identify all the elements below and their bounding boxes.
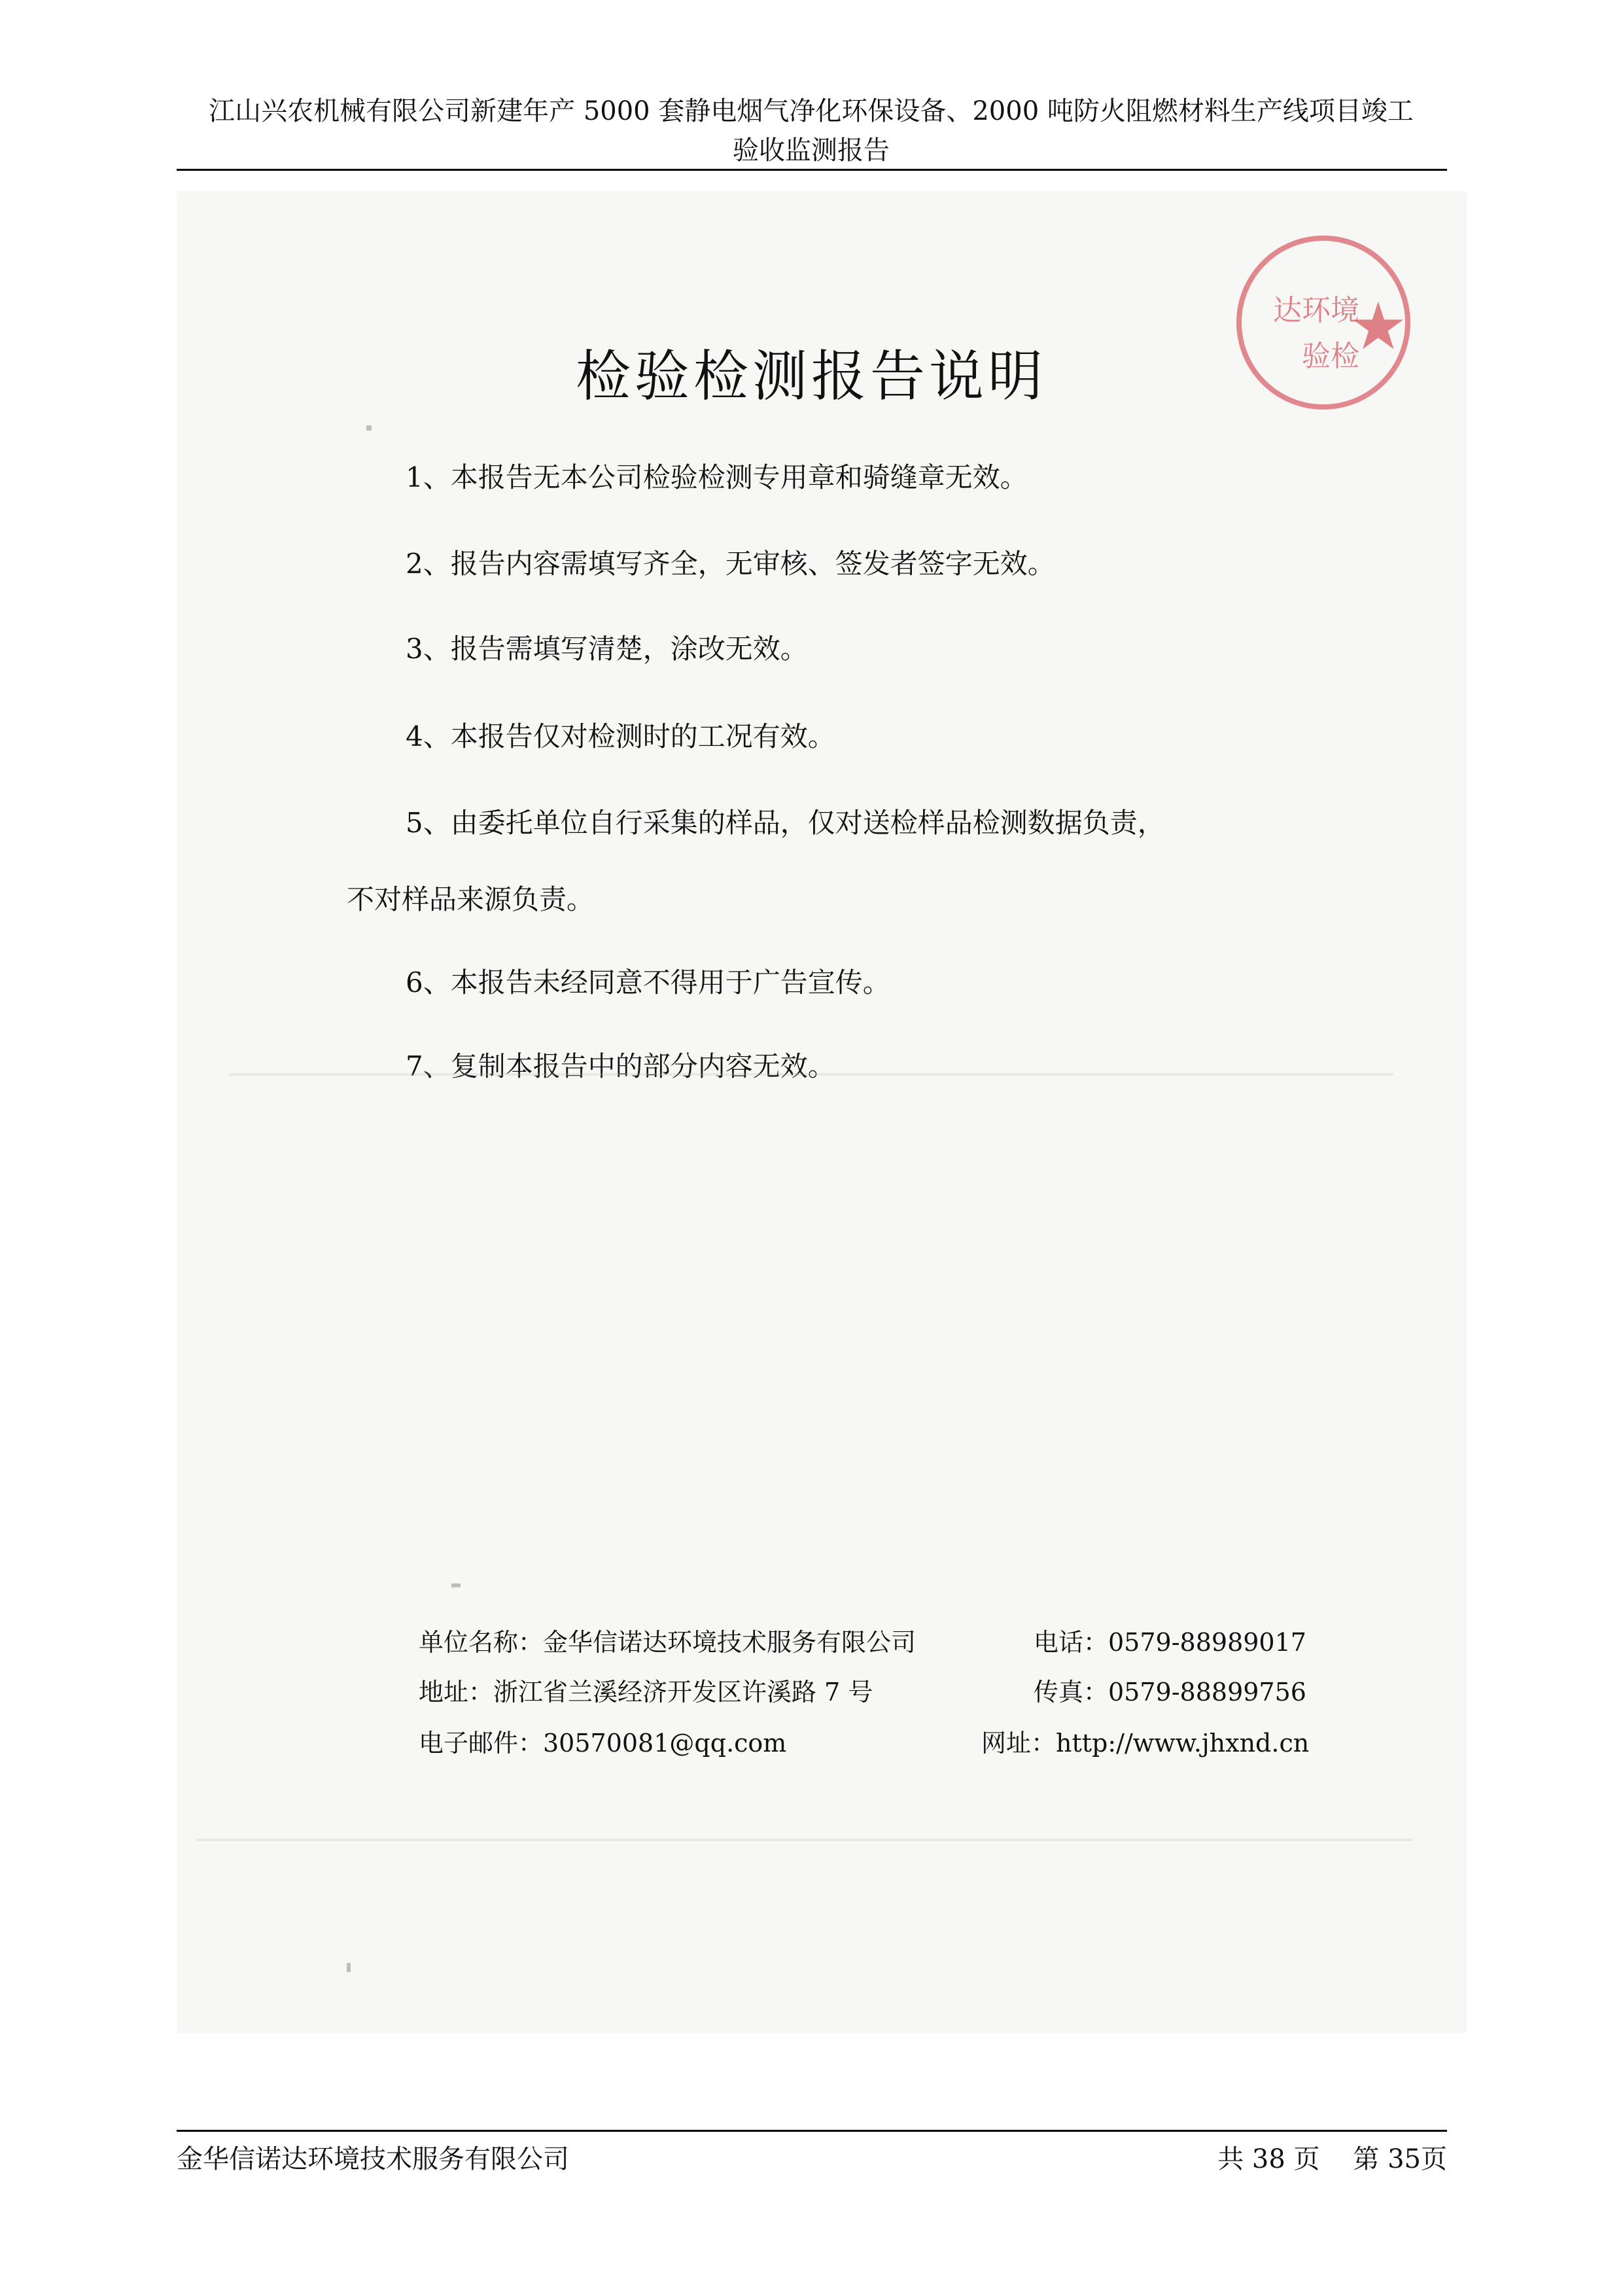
page-header — [177, 92, 1446, 170]
document-title: 检验检测报告说明 — [575, 344, 1047, 408]
footer-page-info — [1178, 2140, 1447, 2179]
notice-item-5: 5、由委托单位自行采集的样品，仅对送检样品检测数据负责， — [406, 807, 1165, 839]
notice-item-6: 6、本报告未经同意不得用于广告宣传。 — [406, 966, 890, 998]
header-divider — [177, 169, 1447, 171]
notice-item-3: 3、报告需填写清楚，涂改无效。 — [406, 633, 808, 665]
contact-address: 地址：浙江省兰溪经济开发区许溪路 7 号 — [419, 1678, 873, 1706]
contact-fax: 传真：0579-88899756 — [1034, 1678, 1306, 1706]
header-title-line1: 江山兴农机械有限公司新建年产 5000 套静电烟气净化环保设备、2000 吨防火阻燃材料生产线项目竣工 — [209, 96, 1414, 126]
footer-divider — [177, 2130, 1447, 2132]
footer-total-pages: 共 38 页 — [1217, 2144, 1320, 2174]
scan-speck — [347, 1963, 351, 1972]
scan-speck — [366, 425, 372, 431]
seal-text-line2: 验检 — [1302, 340, 1359, 373]
contact-website: 网址：http://www.jhxnd.cn — [981, 1729, 1310, 1757]
header-title-line2: 验收监测报告 — [733, 135, 890, 166]
notice-item-4: 4、本报告仅对检测时的工况有效。 — [406, 720, 835, 752]
contact-email: 电子邮件：30570081@qq.com — [419, 1729, 787, 1757]
footer-page-number: 第 35页 — [1353, 2144, 1447, 2174]
notice-item-5-continued: 不对样品来源负责。 — [347, 883, 595, 915]
scan-speck — [451, 1583, 461, 1587]
scan-noise-line — [196, 1839, 1413, 1841]
footer-company: 金华信诺达环境技术服务有限公司 — [177, 2144, 569, 2174]
notice-item-7: 7、复制本报告中的部分内容无效。 — [406, 1050, 835, 1082]
contact-company: 单位名称：金华信诺达环境技术服务有限公司 — [419, 1628, 916, 1657]
scan-noise-line — [229, 1073, 1393, 1076]
seal-text-line1: 达环境 — [1273, 294, 1359, 327]
notice-item-2: 2、报告内容需填写齐全，无审核、签发者签字无效。 — [406, 548, 1055, 580]
seal-star-icon: ★ — [1349, 288, 1408, 364]
contact-phone: 电话：0579-88989017 — [1034, 1628, 1306, 1657]
notice-item-1: 1、本报告无本公司检验检测专用章和骑缝章无效。 — [406, 461, 1028, 493]
